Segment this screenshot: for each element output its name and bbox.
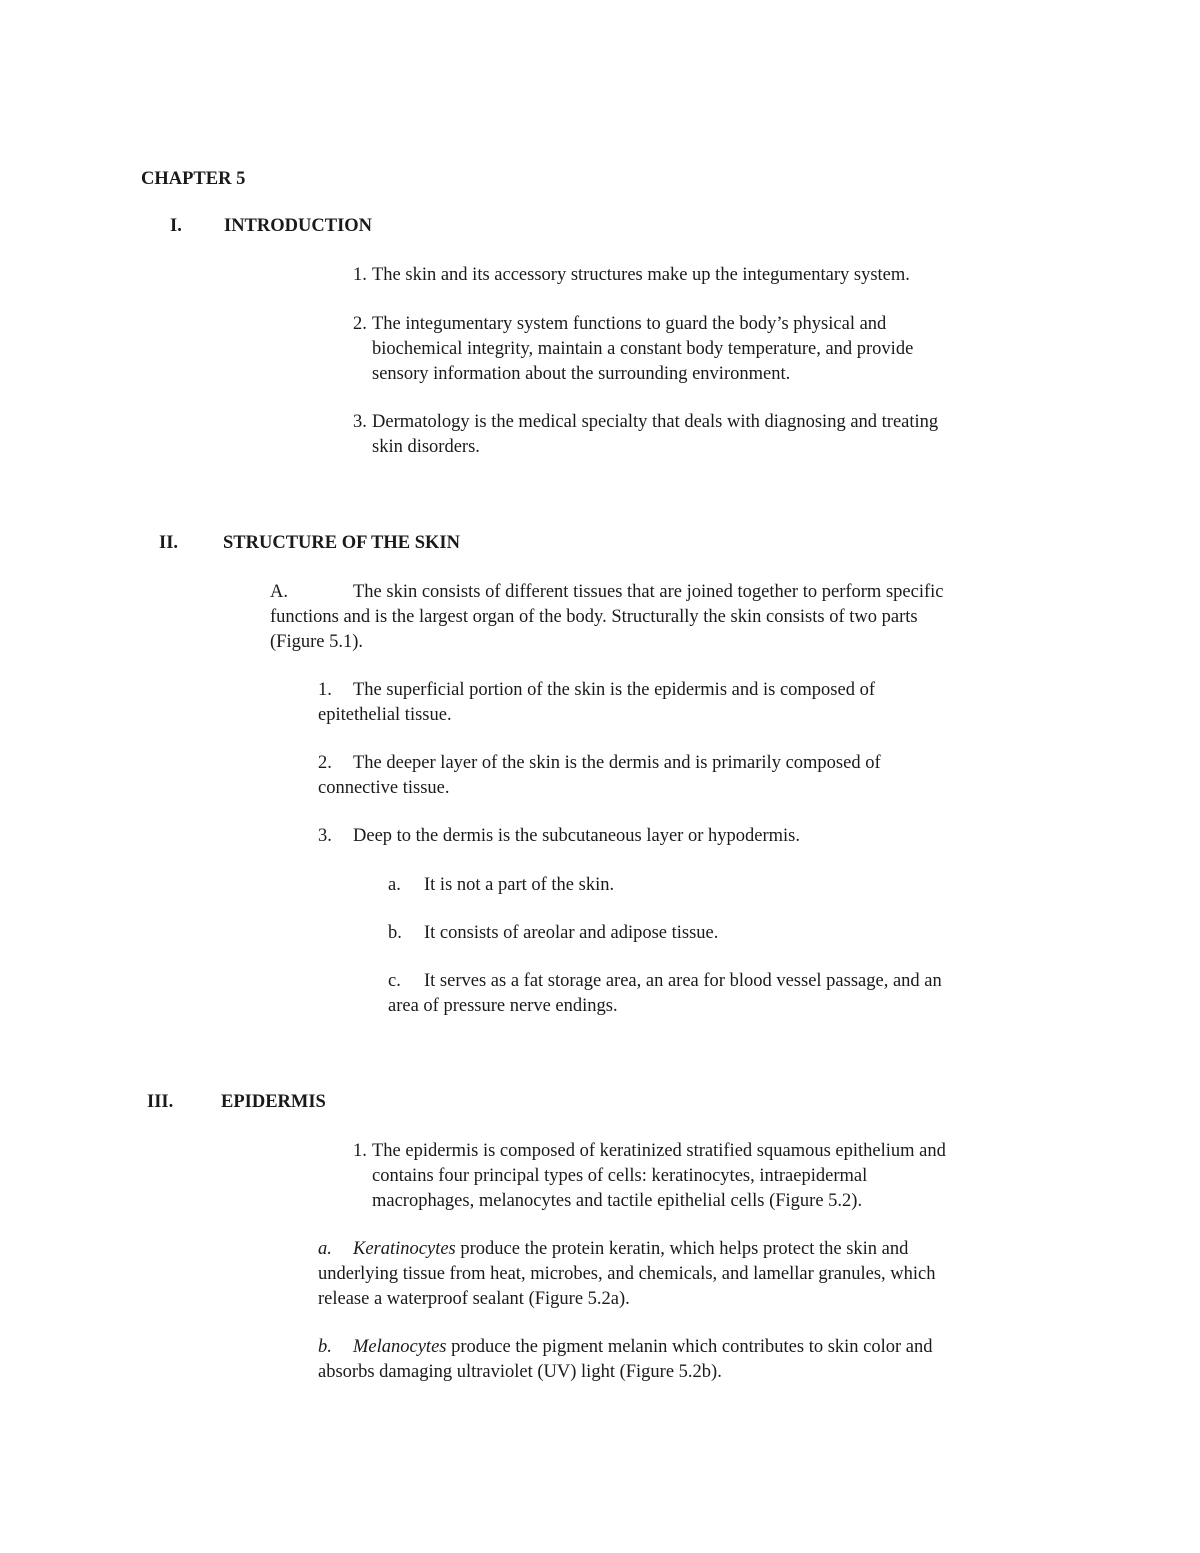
chapter-heading: CHAPTER 5 xyxy=(141,169,246,189)
hypodermis-sub-b-text: It consists of areolar and adipose tissue. xyxy=(424,923,719,943)
intro-item-2-number: 2. xyxy=(353,314,367,334)
structure-item-1-line-1: The superficial portion of the skin is the epidermis and is composed of xyxy=(353,680,875,700)
structure-item-3-number: 3. xyxy=(318,826,332,846)
section-ii-title: STRUCTURE OF THE SKIN xyxy=(223,533,460,553)
melanocytes-letter xyxy=(318,1335,332,1360)
hypodermis-sub-c-letter: c. xyxy=(388,971,401,991)
section-i-numeral: I. xyxy=(170,216,182,236)
melanocytes-letter-text: b. xyxy=(318,1337,332,1357)
hypodermis-sub-a-text: It is not a part of the skin. xyxy=(424,875,615,895)
intro-item-1-text: The skin and its accessory structures make up the integumentary system. xyxy=(372,265,910,285)
structure-item-3-text: Deep to the dermis is the subcutaneous layer or hypodermis. xyxy=(353,826,800,846)
epidermis-item-1-line-1: The epidermis is composed of keratinized stratified squamous epithelium and xyxy=(372,1141,946,1161)
structure-a-letter: A. xyxy=(270,582,288,602)
structure-a-line-1: The skin consists of different tissues that are joined together to perform specific xyxy=(353,582,944,602)
melanocytes-rest: produce the pigment melanin which contributes to skin color and xyxy=(446,1337,933,1357)
intro-item-2-line-3: sensory information about the surrounding environment. xyxy=(372,364,791,384)
intro-item-3-line-2: skin disorders. xyxy=(372,437,480,457)
keratinocytes-rest: produce the protein keratin, which helps protect the skin and xyxy=(455,1239,909,1259)
hypodermis-sub-b-letter: b. xyxy=(388,923,402,943)
structure-a-line-2: functions and is the largest organ of the body. Structurally the skin consists of two parts xyxy=(270,607,918,627)
hypodermis-sub-c-line-1: It serves as a fat storage area, an area for blood vessel passage, and an xyxy=(424,971,942,991)
structure-a-line-3: (Figure 5.1). xyxy=(270,632,363,652)
epidermis-item-1-number: 1. xyxy=(353,1141,367,1161)
structure-item-1-number: 1. xyxy=(318,680,332,700)
keratinocytes-letter xyxy=(318,1237,332,1262)
hypodermis-sub-a-letter: a. xyxy=(388,875,401,895)
melanocytes-term: Melanocytes xyxy=(353,1337,447,1357)
intro-item-3-number: 3. xyxy=(353,412,367,432)
structure-item-1-line-2: epitethelial tissue. xyxy=(318,705,452,725)
epidermis-item-1-line-2: contains four principal types of cells: keratinocytes, intraepidermal xyxy=(372,1166,868,1186)
keratinocytes-line-2: underlying tissue from heat, microbes, and chemicals, and lamellar granules, which xyxy=(318,1264,936,1284)
section-iii-title: EPIDERMIS xyxy=(221,1092,326,1112)
section-iii-numeral: III. xyxy=(147,1092,174,1112)
epidermis-item-1-line-3: macrophages, melanocytes and tactile epithelial cells (Figure 5.2). xyxy=(372,1191,863,1211)
section-ii-numeral: II. xyxy=(159,533,179,553)
intro-item-3-line-1: Dermatology is the medical specialty that deals with diagnosing and treating xyxy=(372,412,939,432)
intro-item-2-line-1: The integumentary system functions to guard the body’s physical and xyxy=(372,314,887,334)
keratinocytes-letter-text: a. xyxy=(318,1239,332,1259)
section-i-title: INTRODUCTION xyxy=(224,216,373,236)
keratinocytes-line-3: release a waterproof sealant (Figure 5.2a). xyxy=(318,1289,630,1309)
structure-item-2-line-1: The deeper layer of the skin is the dermis and is primarily composed of xyxy=(353,753,881,773)
melanocytes-line-2: absorbs damaging ultraviolet (UV) light (Figure 5.2b). xyxy=(318,1362,722,1382)
keratinocytes-line-1 xyxy=(353,1237,908,1262)
structure-item-2-line-2: connective tissue. xyxy=(318,778,450,798)
keratinocytes-term: Keratinocytes xyxy=(353,1239,456,1259)
hypodermis-sub-c-line-2: area of pressure nerve endings. xyxy=(388,996,618,1016)
structure-item-2-number: 2. xyxy=(318,753,332,773)
intro-item-1-number: 1. xyxy=(353,265,367,285)
melanocytes-line-1 xyxy=(353,1335,933,1360)
intro-item-2-line-2: biochemical integrity, maintain a constant body temperature, and provide xyxy=(372,339,914,359)
